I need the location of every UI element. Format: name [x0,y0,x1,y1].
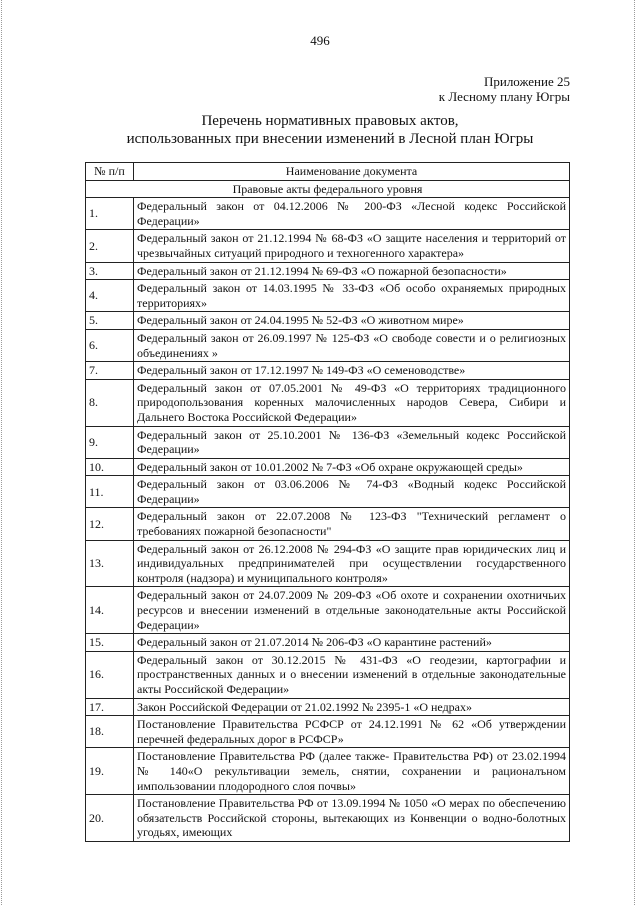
table-header-row [86,163,570,181]
table-row [86,312,570,330]
row-number: 18. [86,716,134,748]
row-document: Федеральный закон от 26.09.1997 № 125-ФЗ «О свободе совести и о религиозных объединениях » [134,329,570,361]
table-row [86,651,570,698]
table-row [86,716,570,748]
row-document: Федеральный закон от 24.04.1995 № 52-ФЗ «О животном мире» [134,312,570,330]
table-row [86,262,570,280]
row-number: 11. [86,476,134,508]
table-row [86,540,570,587]
row-number: 14. [86,587,134,634]
row-number: 1. [86,198,134,230]
row-document: Федеральный закон от 21.07.2014 № 206-ФЗ «О карантине растений» [134,634,570,652]
table-row [86,230,570,262]
table-row [86,698,570,716]
row-document: Федеральный закон от 04.12.2006 № 200-ФЗ «Лесной кодекс Российской Федерации» [134,198,570,230]
scan-edge-right [632,0,635,905]
row-number: 5. [86,312,134,330]
appendix-note [439,74,570,104]
table-row [86,198,570,230]
row-document: Федеральный закон от 21.12.1994 № 68-ФЗ «О защите населения и территорий от чрезвычайных ситуаций природного и техногенного характера» [134,230,570,262]
row-number: 19. [86,748,134,795]
header-number: № п/п [86,163,134,181]
row-number: 3. [86,262,134,280]
row-number: 10. [86,458,134,476]
table-row [86,379,570,426]
title-line-1: Перечень нормативных правовых актов, [201,113,459,129]
table-row [86,426,570,458]
table-row [86,476,570,508]
table-row [86,280,570,312]
row-number: 12. [86,508,134,540]
row-document: Постановление Правительства РФ (далее также- Правительства РФ) от 23.02.1994 № 140«О рекультивации земель, снятии, сохранении и рационалъном импользовании плодородного слоя почвы» [134,748,570,795]
row-number: 8. [86,379,134,426]
appendix-line-2: к Лесному плану Югры [438,89,570,104]
appendix-line-1: Приложение 25 [483,74,570,89]
table-row [86,508,570,540]
row-number: 13. [86,540,134,587]
acts-table [85,162,570,842]
table-row [86,634,570,652]
row-document: Федеральный закон от 25.10.2001 № 136-ФЗ «Земельный кодекс Российской Федерации» [134,426,570,458]
row-document: Федеральный закон от 14.03.1995 № 33-ФЗ «Об особо охраняемых природных территориях» [134,280,570,312]
page-number: 496 [310,33,330,48]
header-document-name: Наименование документа [134,163,570,181]
row-number: 4. [86,280,134,312]
row-number: 15. [86,634,134,652]
section-title: Правовые акты федерального уровня [86,180,570,198]
row-document: Федеральный закон от 24.07.2009 № 209-ФЗ «Об охоте и сохранении охотничьих ресурсов и внесении изменений в отдельные законодательные акты Российской Федерации» [134,587,570,634]
row-number: 20. [86,795,134,842]
scan-edge-left [1,0,4,905]
table-row [86,795,570,842]
row-number: 2. [86,230,134,262]
row-document: Постановление Правительства РСФСР от 24.12.1991 № 62 «Об утверждении перечней федеральных дорог в РСФСР» [134,716,570,748]
section-row [86,180,570,198]
row-number: 7. [86,362,134,380]
row-number: 9. [86,426,134,458]
row-document: Федеральный закон от 17.12.1997 № 149-ФЗ «О семеноводстве» [134,362,570,380]
row-document: Федеральный закон от 03.06.2006 № 74-ФЗ «Водный кодекс Российской Федерации» [134,476,570,508]
row-document: Федеральный закон от 30.12.2015 № 431-ФЗ «О геодезии, картографии и пространственных данных и о внесении изменений в отдельные законодательные акты Российской Федерации» [134,651,570,698]
row-document: Федеральный закон от 10.01.2002 № 7-ФЗ «Об охране окружающей среды» [134,458,570,476]
row-number: 6. [86,329,134,361]
table-row [86,458,570,476]
document-title [80,112,580,148]
row-document: Постановление Правительства РФ от 13.09.1994 № 1050 «О мерах по обеспечению обязательств Российской стороны, вытекающих из Конвенции о водно-болотных угодьях, имеющих [134,795,570,842]
row-document: Федеральный закон от 26.12.2008 № 294-ФЗ «О защите прав юридических лиц и индивидуальных предпринимателей при осуществлении государственного контроля (надзора) и муниципального контроля» [134,540,570,587]
row-document: Закон Российской Федерации от 21.02.1992 № 2395-1 «О недрах» [134,698,570,716]
table-row [86,362,570,380]
row-document: Федеральный закон от 21.12.1994 № 69-ФЗ «О пожарной безопасности» [134,262,570,280]
row-document: Федеральный закон от 22.07.2008 № 123-ФЗ "Технический регламент о требованиях пожарной безопасности" [134,508,570,540]
table-row [86,748,570,795]
row-document: Федеральный закон от 07.05.2001 № 49-ФЗ «О территориях традиционного природопользования коренных малочисленных народов Севера, Сибири и Дальнего Востока Российской Федерации» [134,379,570,426]
row-number: 16. [86,651,134,698]
table-row [86,587,570,634]
table-row [86,329,570,361]
row-number: 17. [86,698,134,716]
title-line-2: использованных при внесении изменений в Лесной план Югры [126,131,534,147]
